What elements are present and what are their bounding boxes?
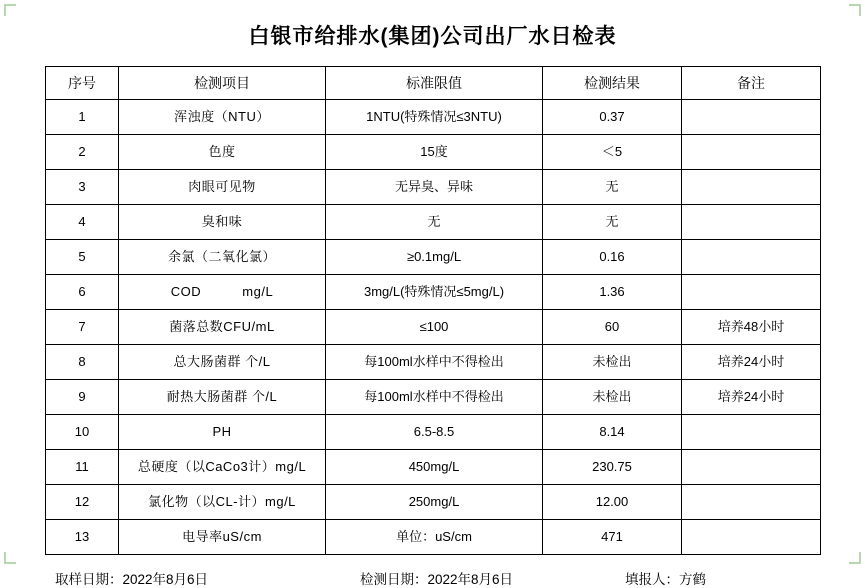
cell-item: [119, 275, 326, 310]
cell-item: 氯化物（以CL-计）mg/L: [119, 485, 326, 520]
cell-result: 无: [543, 205, 682, 240]
cell-note: [682, 450, 821, 485]
footer-row: [45, 568, 820, 588]
cell-result: 471: [543, 520, 682, 555]
cell-result: 0.37: [543, 100, 682, 135]
cell-note: 培养24小时: [682, 345, 821, 380]
cell-note: 培养24小时: [682, 380, 821, 415]
cell-note: 培养48小时: [682, 310, 821, 345]
table-header-row: [46, 67, 821, 100]
table-row: [46, 380, 821, 415]
table-row: [46, 275, 821, 310]
table-row: [46, 415, 821, 450]
cell-result: 230.75: [543, 450, 682, 485]
cell-result: 60: [543, 310, 682, 345]
table-row: [46, 520, 821, 555]
cell-no: 3: [46, 170, 119, 205]
cell-result: 无: [543, 170, 682, 205]
corner-mark-top-right: [849, 4, 861, 16]
cell-note: [682, 170, 821, 205]
cell-note: [682, 520, 821, 555]
cell-item: 余氯（二氧化氯）: [119, 240, 326, 275]
cell-no: 1: [46, 100, 119, 135]
test-date-text: 检测日期：2022年8月6日: [360, 572, 514, 587]
cell-item: 总硬度（以CaCo3计）mg/L: [119, 450, 326, 485]
cell-item: 耐热大肠菌群 个/L: [119, 380, 326, 415]
cell-no: 9: [46, 380, 119, 415]
cell-limit: 每100ml水样中不得检出: [326, 345, 543, 380]
cell-note: [682, 205, 821, 240]
cell-result: 0.16: [543, 240, 682, 275]
cell-limit: 1NTU(特殊情况≤3NTU): [326, 100, 543, 135]
cell-limit: ≤100: [326, 310, 543, 345]
cell-no: 11: [46, 450, 119, 485]
cell-no: 2: [46, 135, 119, 170]
cell-limit: 无异臭、异味: [326, 170, 543, 205]
table-body: [46, 100, 821, 555]
cell-no: 12: [46, 485, 119, 520]
cell-limit: 3mg/L(特殊情况≤5mg/L): [326, 275, 543, 310]
cell-item: PH: [119, 415, 326, 450]
column-header-result: 检测结果: [543, 67, 682, 100]
corner-mark-bottom-right: [849, 552, 861, 564]
cell-limit: ≥0.1mg/L: [326, 240, 543, 275]
table-row: [46, 205, 821, 240]
column-header-item: 检测项目: [119, 67, 326, 100]
cell-item: 色度: [119, 135, 326, 170]
column-header-limit: 标准限值: [326, 67, 543, 100]
table-row: [46, 485, 821, 520]
column-header-no: 序号: [46, 67, 119, 100]
table-row: [46, 310, 821, 345]
cell-limit: 无: [326, 205, 543, 240]
table-row: [46, 345, 821, 380]
corner-mark-top-left: [4, 4, 16, 16]
table-row: [46, 240, 821, 275]
document-footer: [0, 568, 865, 588]
page-title: 白银市给排水(集团)公司出厂水日检表: [248, 25, 617, 48]
cell-note: [682, 135, 821, 170]
cell-no: 10: [46, 415, 119, 450]
cell-item: 菌落总数CFU/mL: [119, 310, 326, 345]
cell-result: 未检出: [543, 380, 682, 415]
table-header: [46, 67, 821, 100]
cell-limit: 450mg/L: [326, 450, 543, 485]
cell-limit: 单位：uS/cm: [326, 520, 543, 555]
water-quality-table: [45, 66, 821, 555]
cell-result: ＜5: [543, 135, 682, 170]
cell-result: 未检出: [543, 345, 682, 380]
cell-limit: 6.5-8.5: [326, 415, 543, 450]
cell-no: 7: [46, 310, 119, 345]
cell-item: 肉眼可见物: [119, 170, 326, 205]
report-table-container: [0, 66, 865, 555]
cell-item: 臭和味: [119, 205, 326, 240]
cell-result: 12.00: [543, 485, 682, 520]
corner-mark-bottom-left: [4, 552, 16, 564]
cell-no: 8: [46, 345, 119, 380]
table-row: [46, 135, 821, 170]
cell-limit: 每100ml水样中不得检出: [326, 380, 543, 415]
cell-limit: 250mg/L: [326, 485, 543, 520]
table-row: [46, 100, 821, 135]
cell-item: 浑浊度（NTU）: [119, 100, 326, 135]
cell-result: 1.36: [543, 275, 682, 310]
cell-no: 6: [46, 275, 119, 310]
cell-note: [682, 415, 821, 450]
cell-result: 8.14: [543, 415, 682, 450]
cell-item: 总大肠菌群 个/L: [119, 345, 326, 380]
cell-no: 4: [46, 205, 119, 240]
column-header-note: 备注: [682, 67, 821, 100]
cell-note: [682, 485, 821, 520]
cell-note: [682, 100, 821, 135]
cell-item: 电导率uS/cm: [119, 520, 326, 555]
cell-no: 5: [46, 240, 119, 275]
cell-item-text: COD mg/L: [170, 284, 274, 300]
cell-no: 13: [46, 520, 119, 555]
reporter-text: 填报人：方鹤: [625, 572, 706, 587]
cell-note: [682, 240, 821, 275]
cell-limit: 15度: [326, 135, 543, 170]
table-row: [46, 450, 821, 485]
table-row: [46, 170, 821, 205]
sample-date-text: 取样日期：2022年8月6日: [55, 572, 209, 587]
cell-note: [682, 275, 821, 310]
